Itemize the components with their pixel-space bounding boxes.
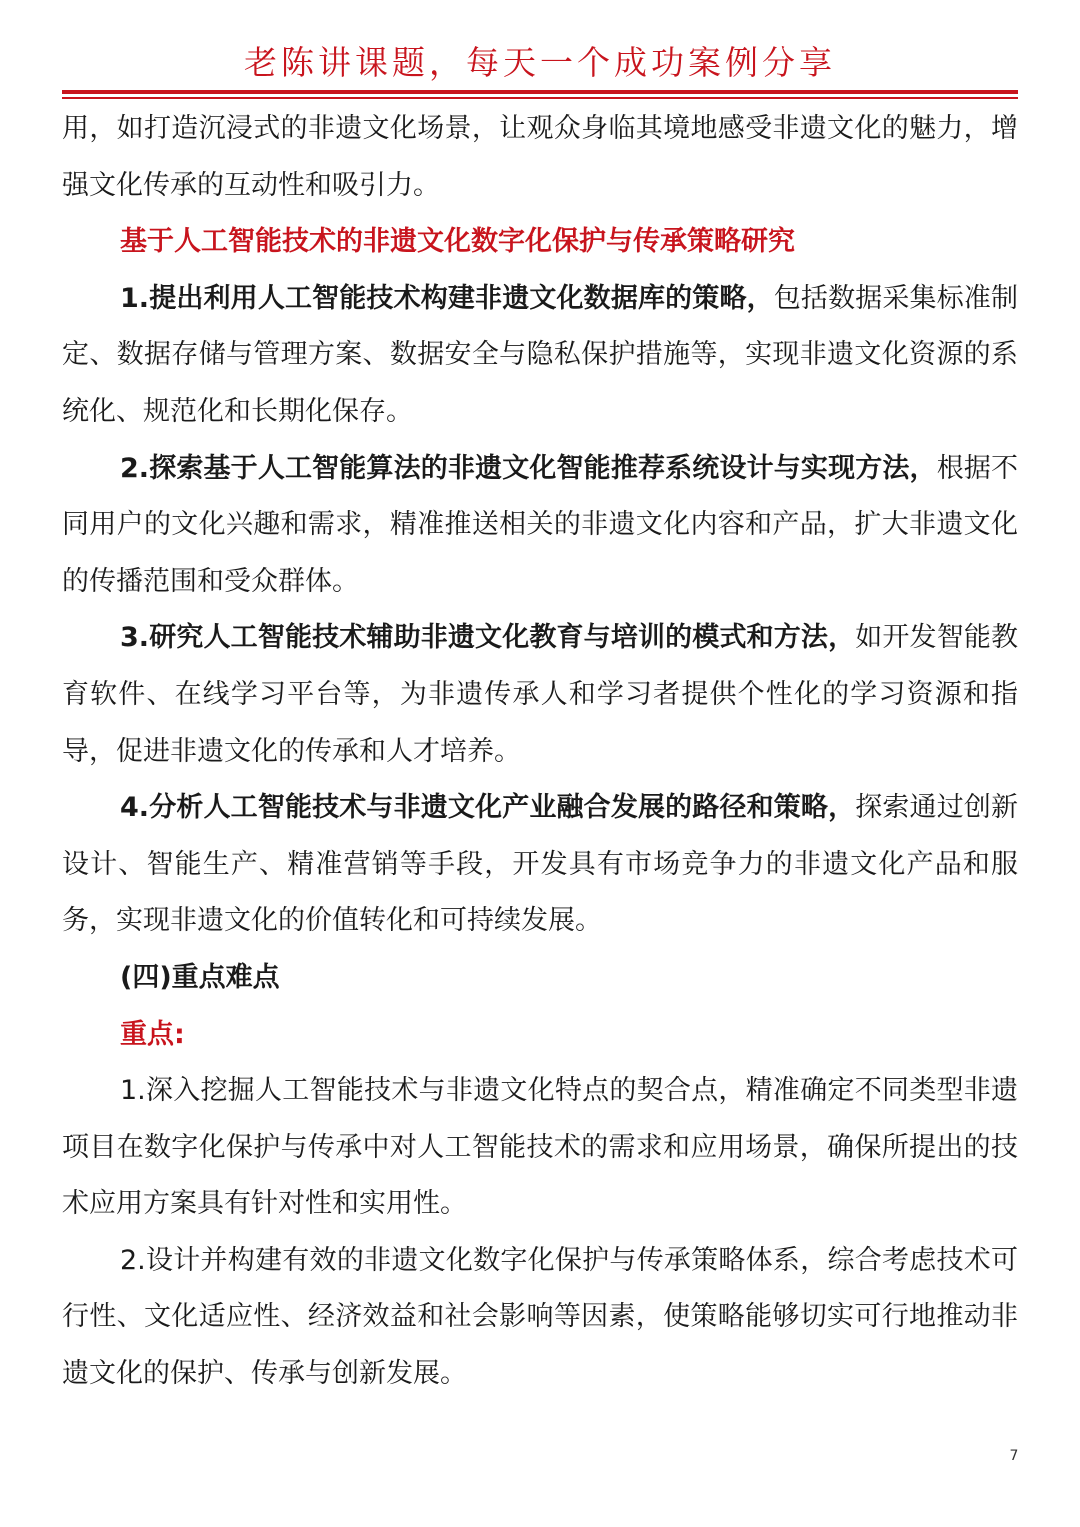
key-point-2: 2.设计并构建有效的非遗文化数字化保护与传承策略体系，综合考虑技术可行性、文化适应性、经济效益和社会影响等因素，使策略能够切实可行地推动非遗文化的保护、传承与创新发展。: [62, 1244, 1018, 1390]
header-title: 老陈讲课题，每天一个成功案例分享: [244, 43, 836, 82]
key-points-label: 重点:: [120, 1018, 185, 1050]
list-item-1-body: 包括数据采集标准制定、数据存储与管理方案、数据安全与隐私保护措施等，实现非遗文化资源的系统化、规范化和长期化保存。: [62, 282, 1019, 427]
list-item-2-body: 根据不同用户的文化兴趣和需求，精准推送相关的非遗文化内容和产品，扩大非遗文化的传播范围和受众群体。: [62, 452, 1018, 597]
subheading: (四)重点难点: [120, 961, 280, 993]
list-item-1-lead: 1.提出利用人工智能技术构建非遗文化数据库的策略，: [120, 282, 774, 314]
header-rule-thin: [62, 97, 1018, 99]
document-body: [62, 101, 1018, 1403]
list-item-2-lead: 2.探索基于人工智能算法的非遗文化智能推荐系统设计与实现方法，: [120, 452, 937, 484]
header-rule-thick: [62, 90, 1018, 94]
list-item-3-lead: 3.研究人工智能技术辅助非遗文化教育与培训的模式和方法，: [120, 622, 856, 654]
key-point-1: 1.深入挖掘人工智能技术与非遗文化特点的契合点，精准确定不同类型非遗项目在数字化保护与传承中对人工智能技术的需求和应用场景，确保所提出的技术应用方案具有针对性和实用性。: [62, 1075, 1018, 1220]
list-item-4: [62, 780, 1018, 950]
list-item-4-body: 探索通过创新设计、智能生产、精准营销等手段，开发具有市场竞争力的非遗文化产品和服务，实现非遗文化的价值转化和可持续发展。: [62, 792, 1019, 937]
paragraph-continuation: 用，如打造沉浸式的非遗文化场景，让观众身临其境地感受非遗文化的魅力，增强文化传承的互动性和吸引力。: [62, 113, 1018, 201]
list-item-3: [62, 610, 1018, 780]
list-item-2: [62, 441, 1018, 611]
section-heading: 基于人工智能技术的非遗文化数字化保护与传承策略研究: [120, 226, 795, 258]
list-item-1: [62, 271, 1018, 441]
list-item-3-body: 如开发智能教育软件、在线学习平台等，为非遗传承人和学习者提供个性化的学习资源和指导，促进非遗文化的传承和人才培养。: [62, 622, 1019, 767]
page-number: 7: [1009, 1448, 1019, 1464]
list-item-4-lead: 4.分析人工智能技术与非遗文化产业融合发展的路径和策略，: [120, 792, 856, 824]
